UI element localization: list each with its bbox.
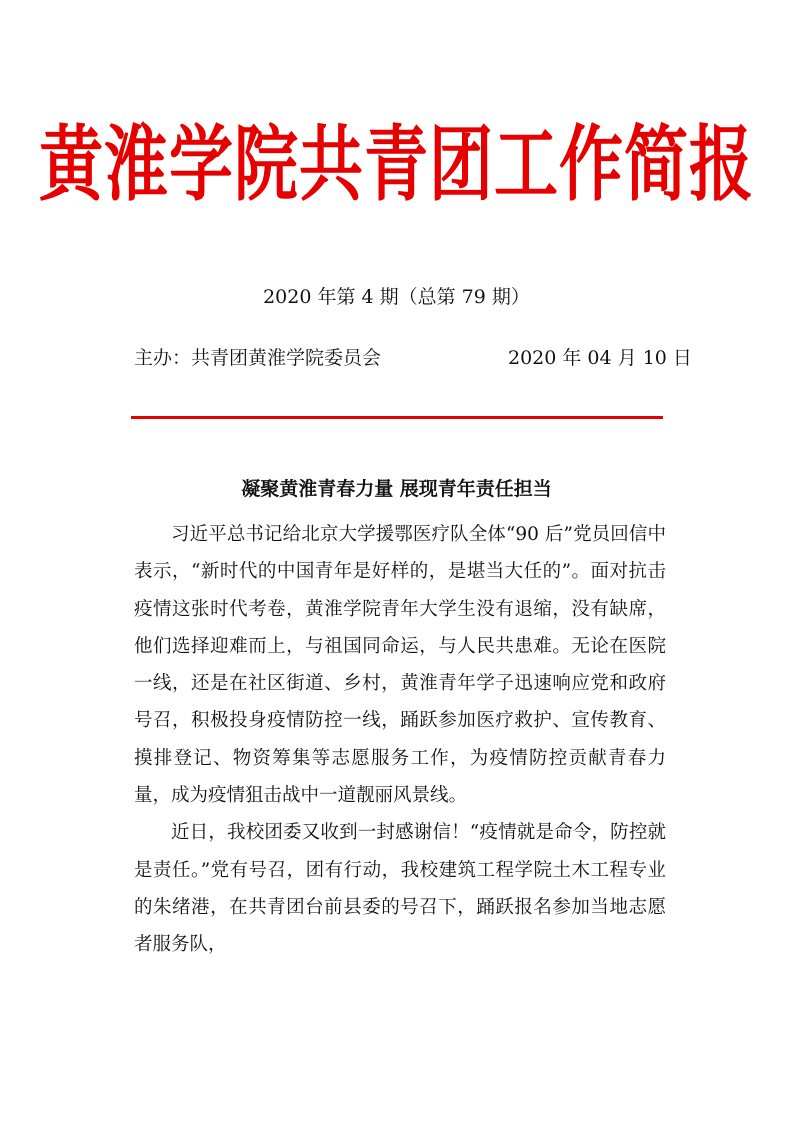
issue-number: 2020 年第 4 期（总第 79 期）: [263, 286, 530, 308]
masthead-title: 黄淮学院共青团工作简报: [39, 118, 754, 213]
article-body: [134, 516, 666, 964]
article-paragraph: 近日，我校团委又收到一封感谢信！“疫情就是命令，防控就是责任。”党有号召，团有行动，我校建筑工程学院土木工程专业的朱绪港，在共青团台前县委的号召下，踊跃报名参加当地志愿者服务队，: [134, 822, 666, 956]
sponsor-line: 主办：共青团黄淮学院委员会: [134, 347, 382, 369]
publish-date: 2020 年 04 月 10 日: [508, 347, 692, 369]
red-divider: [131, 416, 663, 419]
article-title: 凝聚黄淮青春力量 展现青年责任担当: [241, 478, 552, 500]
article-paragraph: 习近平总书记给北京大学援鄂医疗队全体“90 后”党员回信中表示，“新时代的中国青年是好样的，是堪当大任的”。面对抗击疫情这张时代考卷，黄淮学院青年大学生没有退缩，没有缺席，他们选择迎难而上，与祖国同命运，与人民共患难。无论在医院一线，还是在社区街道、乡村，黄淮青年学子迅速响应党和政府号召，积极投身疫情防控一线，踊跃参加医疗救护、宣传教育、摸排登记、物资筹集等志愿服务工作，为疫情防控贡献青春力量，成为疫情狙击战中一道靓丽风景线。: [134, 524, 666, 807]
